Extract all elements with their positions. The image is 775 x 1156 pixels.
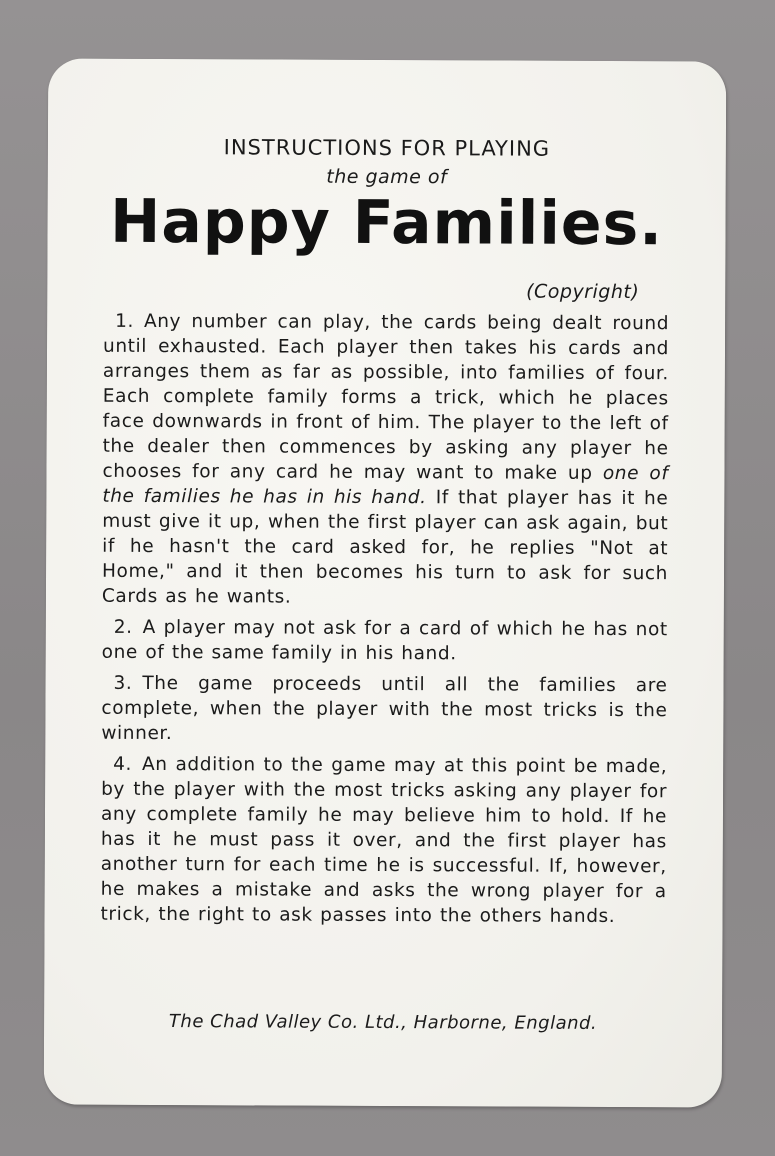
copyright-note: (Copyright) [526,280,640,304]
rule-text: Any number can play, the cards being dealt round until exhausted. Each player then takes his cards and arranges them as far as possible, into families of four. Each complete family forms a trick, which he places face downwards in front of him. The player to the left of the dealer then commences by asking any player he chooses for any card he may want to make up [102,310,670,484]
rule-text: The game proceeds until all the families are complete, when the player with the most tricks is the winner. [101,672,668,745]
rule-number: 4. [113,753,133,775]
rule-text: If that player has it he must give it up, when the first player can ask again, but if he hasn't the card asked for, he replies "Not at Home," and it then becomes his turn to ask for such Cards as he wants. [101,487,669,608]
rule-text: An addition to the game may at this point be made, by the player with the most tricks asking any player for any complete family he may believe him to hold. If he has it he must pass it over, and the first player has another turn for each time he is successful. If, however, he makes a mistake and asks the wrong player for a trick, the right to ask passes into the others hands. [100,753,668,928]
rule-text: A player may not ask for a card of which he has not one of the same family in his hand. [101,616,668,665]
rule-text-italic: one of the families he has in his hand. [102,462,669,509]
rule-3 [101,671,667,748]
rule-1 [102,309,669,611]
game-title: Happy Families. [109,186,664,260]
publisher-footer: The Chad Valley Co. Ltd., Harborne, England. [168,1011,598,1034]
rule-4 [100,752,667,929]
rule-number: 1. [115,310,135,332]
rules-text [100,309,669,935]
rule-2 [102,615,668,667]
rule-number: 2. [113,616,133,638]
instruction-card [44,59,727,1108]
card-subheading: the game of [326,165,448,189]
card-heading: INSTRUCTIONS FOR PLAYING [223,135,551,161]
rule-number: 3. [113,672,133,694]
